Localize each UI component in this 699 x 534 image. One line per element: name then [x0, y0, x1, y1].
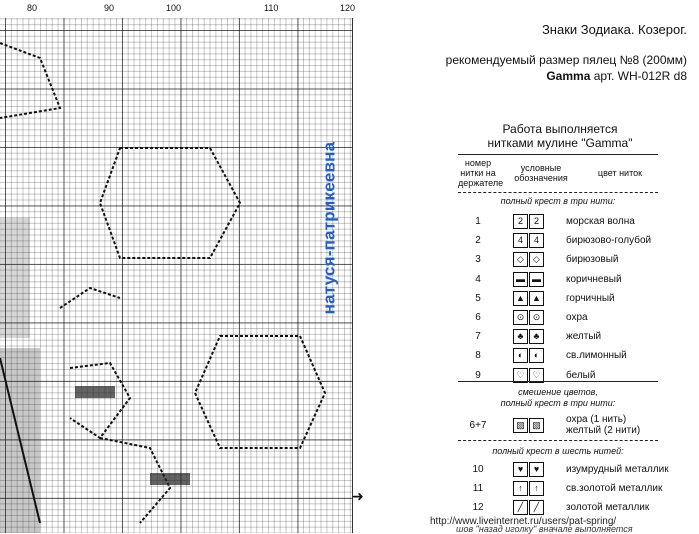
vertical-author-label: натуся-патрикеевна [319, 141, 338, 315]
thread-color-name: охра [566, 312, 588, 323]
header-color: цвет ниток [597, 168, 643, 178]
axis-80: 80 [27, 3, 38, 13]
metallic-row [458, 481, 688, 497]
thread-symbol: ⊙ ⊙ [513, 310, 544, 325]
thread-num: 12 [472, 502, 484, 513]
divider [458, 440, 658, 441]
mix-symbol: ▧ ▧ [513, 418, 544, 433]
thread-row [458, 310, 688, 326]
thread-color-name: белый [566, 369, 596, 381]
article-line [546, 69, 687, 83]
outline-left-top [0, 43, 60, 118]
thread-color-name: золотой металлик [566, 502, 650, 513]
axis-120: 120 [340, 3, 356, 13]
thread-num: 9 [475, 369, 481, 381]
thread-num: 10 [472, 464, 484, 475]
thread-symbol: ♣ ♣ [513, 329, 544, 344]
thread-symbol: ↑ ↑ [513, 481, 544, 496]
thread-num: 1 [475, 216, 481, 227]
thread-symbol: 4 4 [513, 233, 544, 248]
hexagon-bottom [195, 336, 325, 448]
thread-color-name: желтый [566, 331, 602, 343]
divider [458, 154, 658, 155]
mix-row [458, 414, 688, 436]
divider [458, 192, 658, 193]
thread-color-name: бирюзово-голубой [566, 235, 652, 247]
thread-color-name: морская волна [566, 216, 635, 227]
article-code: арт. WH-012R d8 [593, 69, 687, 83]
thread-color-name: коричневый [566, 273, 622, 285]
thread-num: 11 [472, 483, 484, 494]
thread-num: 7 [475, 331, 481, 343]
page-title: Знаки Зодиака. Козерог. [541, 22, 687, 37]
mix-num: 6+7 [469, 420, 487, 431]
work-line-1: Работа выполняется [502, 122, 618, 136]
thread-row [458, 214, 688, 230]
divider [458, 381, 658, 382]
metallic-row [458, 462, 688, 478]
thread-color-name: изумрудный металлик [566, 464, 669, 475]
thread-num: 8 [475, 350, 481, 362]
thread-symbol: ╱ ╱ [513, 500, 544, 515]
thread-row [458, 272, 688, 288]
cross-stitch-chart [0, 18, 353, 533]
thread-num: 6 [475, 312, 481, 323]
metallic-row [458, 500, 688, 516]
thread-color-name: бирюзовый [566, 254, 619, 266]
thread-color-name: св.лимонный [566, 350, 627, 362]
thread-symbol: ▬ ▬ [513, 272, 544, 287]
header-symbol: условные обозначения [514, 163, 568, 183]
thread-num: 3 [475, 254, 481, 266]
thread-symbol: ◐ ◐ [513, 348, 544, 363]
thread-symbol: ♥ ♥ [513, 462, 544, 477]
thread-row [458, 291, 688, 307]
thread-num: 5 [475, 292, 481, 304]
thread-row [458, 233, 688, 249]
thread-row [458, 348, 688, 364]
chart-motifs [0, 18, 352, 533]
mix-name: охра (1 нить) желтый (2 нити) [566, 414, 641, 436]
watermark-url: http://www.liveinternet.ru/users/pat-spring/ [430, 516, 617, 527]
backstitch-note: шов "назад иголку" вначале выполняется [456, 524, 633, 534]
work-line-2: нитками мулине "Gamma" [487, 136, 633, 150]
thread-symbol: ▲ ▲ [513, 291, 544, 306]
section-mix2: полный крест в три нити: [500, 398, 616, 408]
thread-color-name: св.золотой металлик [566, 483, 663, 494]
section-full6: полный крест в шесть нитей: [492, 446, 624, 456]
header-num: номер нитки на держателе [458, 158, 504, 188]
thread-symbol: 2 2 [513, 214, 544, 229]
thread-num: 2 [475, 235, 481, 247]
brand-name: Gamma [546, 69, 591, 83]
hoop-size: рекомендуемый размер пялец №8 (200мм) [445, 53, 687, 67]
center-arrow-icon: ➜ [352, 488, 364, 504]
section-mix: смешение цветов, [518, 387, 598, 397]
thread-symbol: ♡ ♡ [513, 368, 544, 383]
outline-heart [70, 363, 130, 438]
axis-90: 90 [104, 3, 115, 13]
outline-arc [60, 288, 120, 308]
thread-num: 4 [475, 273, 481, 285]
thread-row [458, 329, 688, 345]
section-full3: полный крест в три нити: [500, 196, 616, 206]
hexagon-top [100, 148, 240, 258]
thread-row [458, 252, 688, 268]
axis-100: 100 [166, 3, 182, 13]
thread-color-name: горчичный [566, 292, 615, 304]
thread-symbol: ◇ ◇ [513, 252, 544, 267]
axis-110: 110 [264, 3, 279, 13]
